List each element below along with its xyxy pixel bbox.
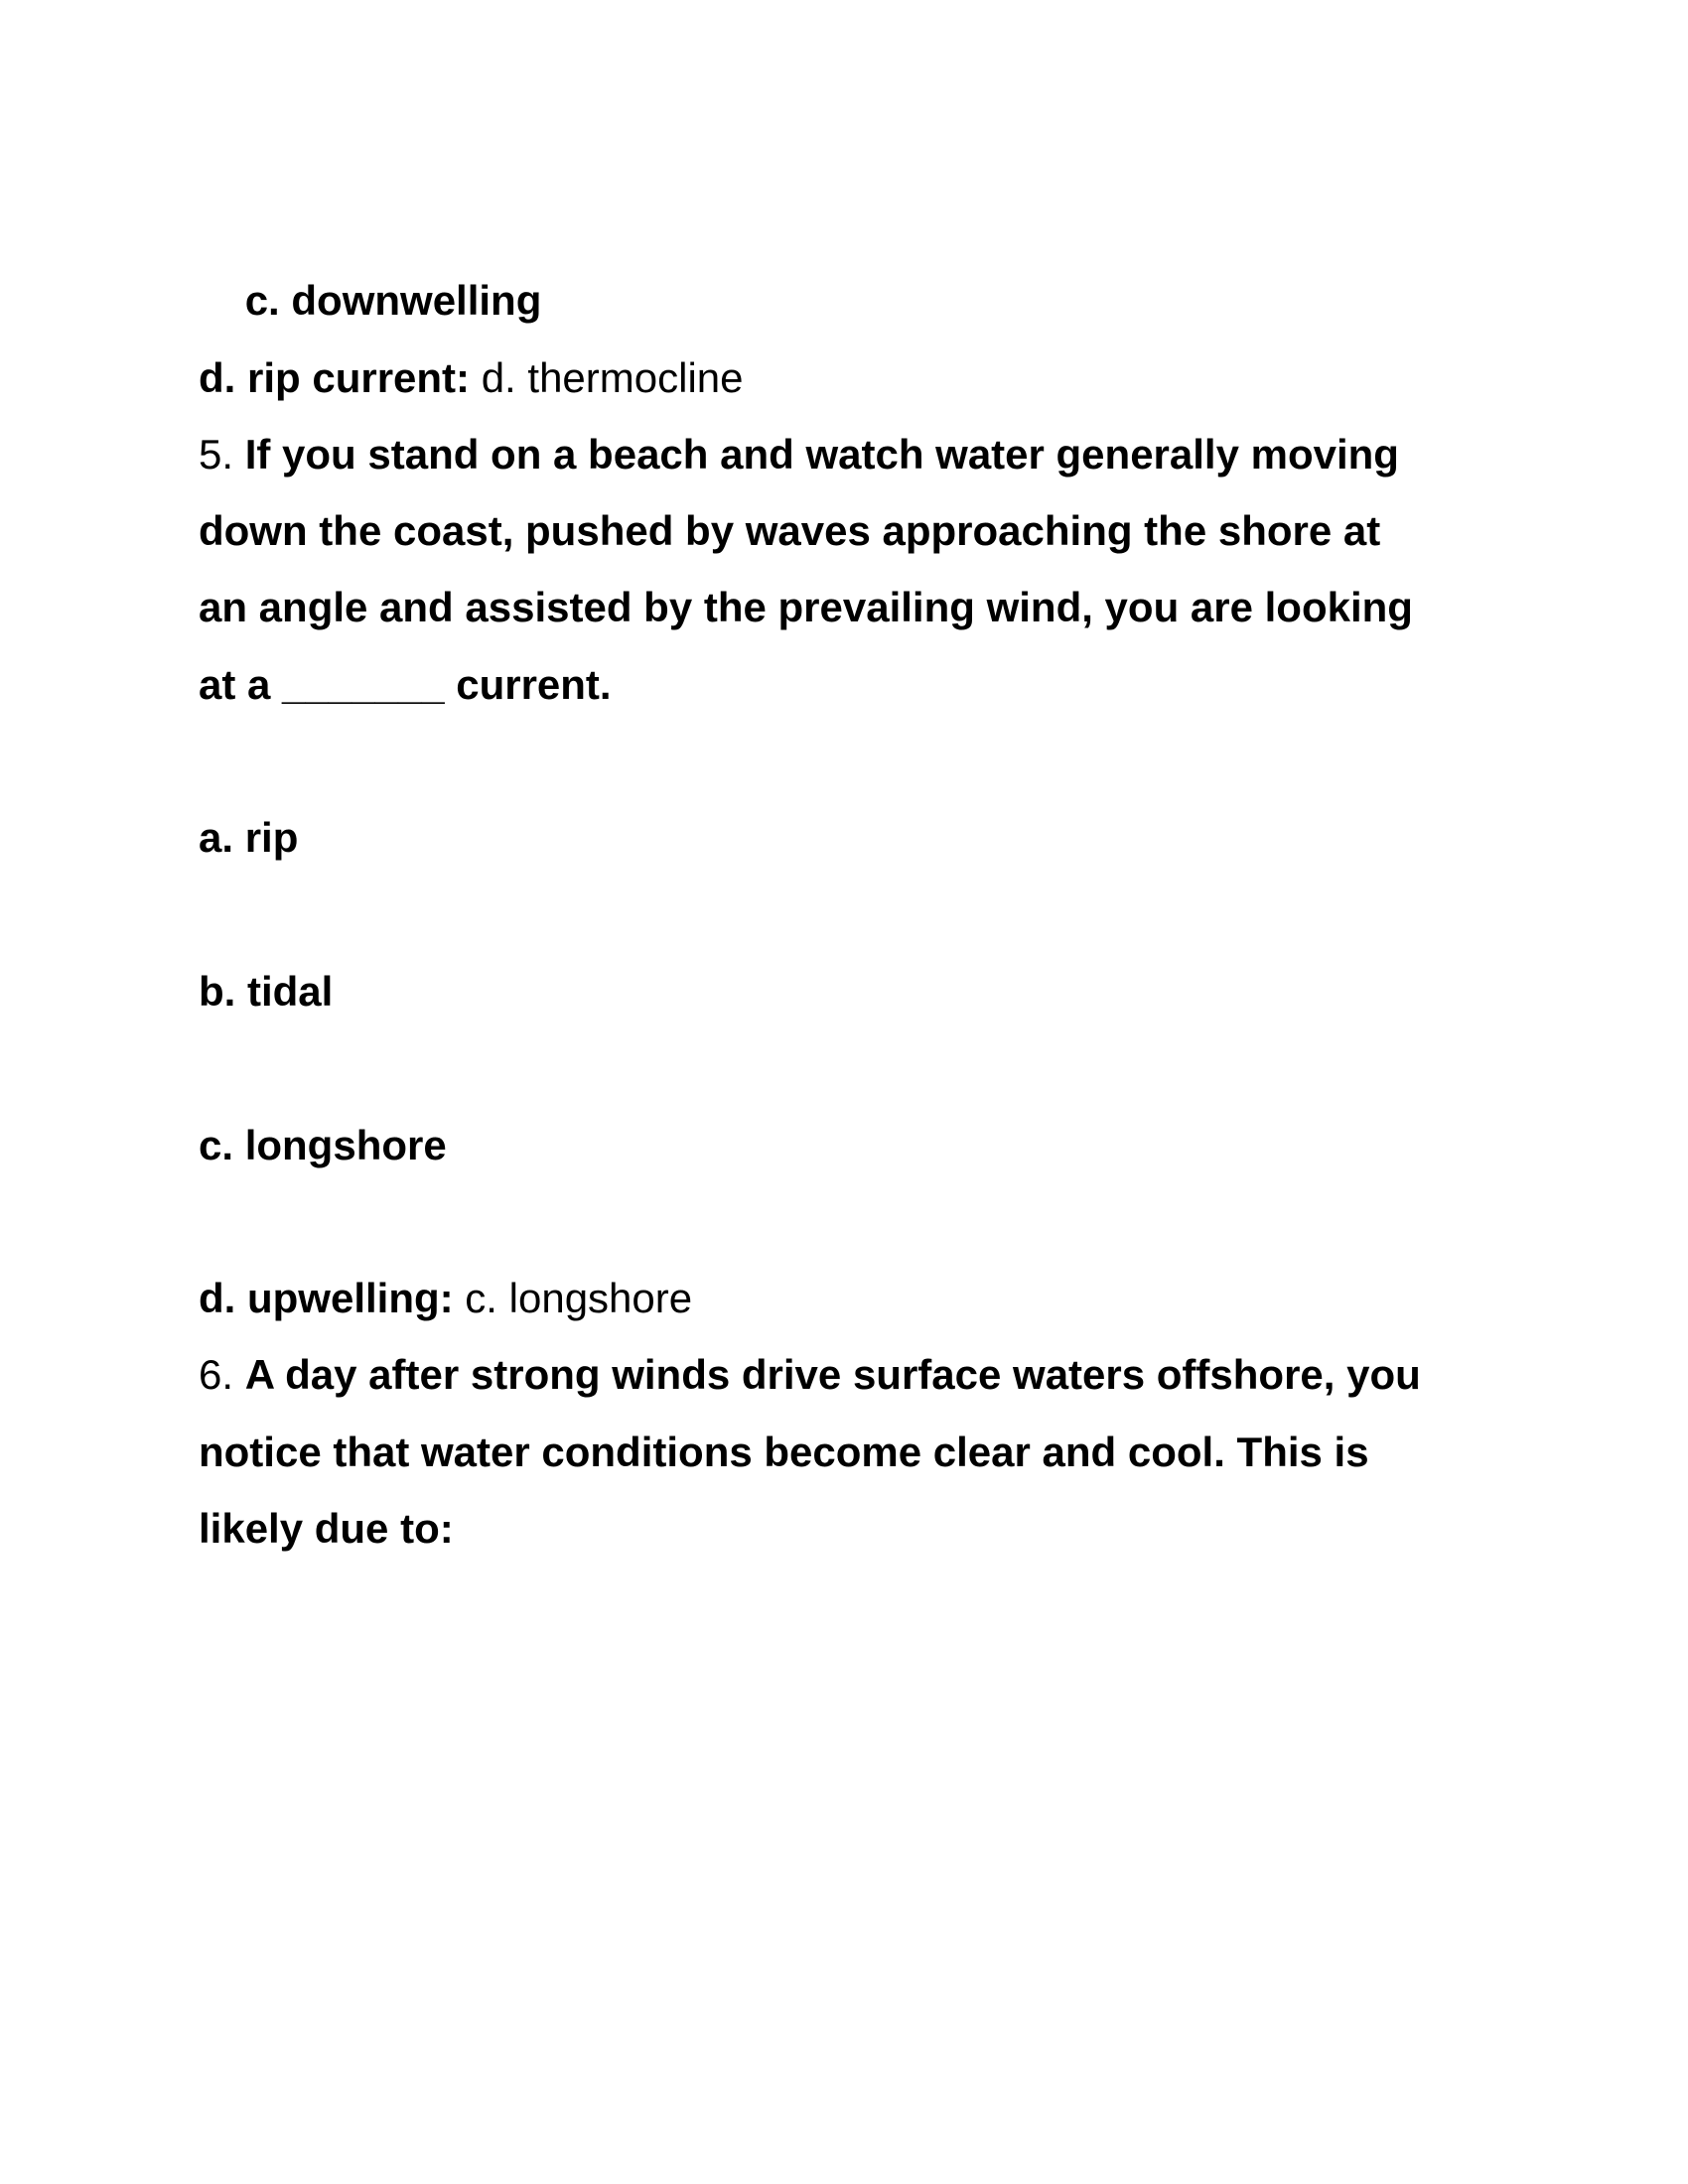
q5-option-b-text: b. tidal: [199, 967, 334, 1015]
q5-option-a: [199, 799, 1509, 876]
q5-question-text-4: at a _______ current.: [199, 660, 612, 708]
spacer: [199, 1183, 1509, 1260]
q4-answer: d. thermocline: [470, 353, 744, 401]
q4-option-d: [199, 340, 1509, 416]
q6-question-line-1: [199, 1336, 1509, 1413]
q5-answer: c. longshore: [453, 1275, 693, 1322]
q5-option-a-text: a. rip: [199, 814, 299, 862]
q5-question-text-1: If you stand on a beach and watch water generally moving: [244, 430, 1399, 478]
q6-question-text-3: likely due to:: [199, 1505, 454, 1553]
q5-question-line-4: [199, 646, 1509, 723]
spacer: [199, 723, 1509, 799]
q5-question-text-2: down the coast, pushed by waves approaching the shore at: [199, 507, 1381, 555]
q5-option-d: [199, 1260, 1509, 1336]
q6-question-line-2: [199, 1414, 1509, 1490]
q5-option-c-text: c. longshore: [199, 1121, 447, 1168]
q6-number: 6.: [199, 1351, 245, 1399]
q5-option-b: [199, 953, 1509, 1029]
q6-question-text-2: notice that water conditions become clear and cool. This is: [199, 1428, 1369, 1475]
q5-question-line-3: [199, 569, 1509, 645]
q4-option-d-text: d. rip current:: [199, 353, 471, 401]
spacer: [199, 1029, 1509, 1106]
q5-option-c: [199, 1107, 1509, 1183]
q5-number: 5.: [199, 430, 245, 478]
document-page: [199, 186, 1509, 1567]
q5-option-d-text: d. upwelling:: [199, 1275, 454, 1322]
q4-option-c-text: c. downwelling: [244, 277, 542, 325]
spacer: [199, 877, 1509, 953]
q4-option-c: [199, 186, 1509, 325]
q6-question-text-1: A day after strong winds drive surface waters offshore, you: [244, 1351, 1421, 1399]
q5-question-line-1: [199, 416, 1509, 492]
q6-question-line-3: [199, 1490, 1509, 1567]
q5-question-line-2: [199, 492, 1509, 569]
q5-question-text-3: an angle and assisted by the prevailing wind, you are looking: [199, 584, 1413, 631]
